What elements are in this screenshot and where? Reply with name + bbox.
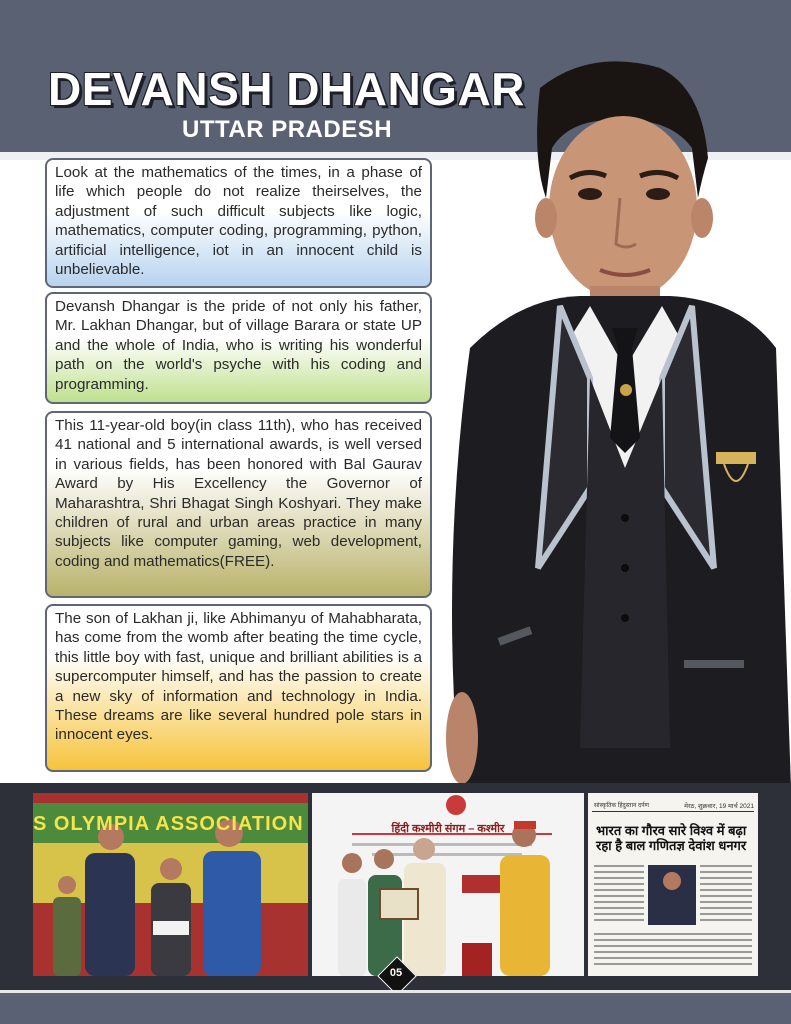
award-ceremony-photo <box>33 793 308 976</box>
paragraph-box-4: The son of Lakhan ji, like Abhimanyu of Mahabharata, has come from the womb after beating the time cycle, this little boy with fast, unique and brilliant abilities is a supercomputer himself, and has the passion to create a new sky of information and technology in India. These dreams are like several hundred pole stars in innocent eyes. <box>45 604 432 772</box>
photo2-event-title: हिंदी कश्मीरी संगम – कश्मीर <box>391 823 505 835</box>
governor-award-photo <box>312 793 584 976</box>
paragraph-box-2: Devansh Dhangar is the pride of not only his father, Mr. Lakhan Dhangar, but of village Barara or state UP and the whole of India, who is writing his wonderful path on the world's psyche with his coding and programming. <box>45 292 432 404</box>
paragraph-box-3: This 11-year-old boy(in class 11th), who has received 41 national and 5 international awards, is well versed in various fields, has been honored with Bal Gaurav Award by His Excellency the Governor of Maharashtra, Shri Bhagat Singh Koshyari. They make children of rural and urban areas practice in many subjects like computer gaming, web development, coding and mathematics(FREE). <box>45 411 432 598</box>
newspaper-masthead: सांस्कृतिक हिंदुस्तान दर्पण <box>594 803 649 809</box>
footer-band <box>0 993 791 1024</box>
newspaper-headline: भारत का गौरव सारे विश्व में बढ़ा रहा है बाल गणितज्ञ देवांश धनगर <box>596 823 747 853</box>
newspaper-clipping <box>588 793 758 976</box>
person-name-heading: DEVANSH DHANGAR <box>48 63 525 115</box>
paragraph-box-1: Look at the mathematics of the times, in a phase of life which people do not realize theirselves, the adjustment of such difficult subjects like logic, mathematics, computer coding, programming, python, artificial intelligence, iot in an innocent child is unbelievable. <box>45 158 432 288</box>
portrait-image <box>440 48 791 788</box>
newspaper-date: मेरठ, शुक्रवार, 19 मार्च 2021 <box>684 803 754 810</box>
state-subheading: UTTAR PRADESH <box>182 116 393 143</box>
photo1-banner-text: S OLYMPIA ASSOCIATION <box>33 813 304 835</box>
page-number: 05 <box>389 967 403 979</box>
